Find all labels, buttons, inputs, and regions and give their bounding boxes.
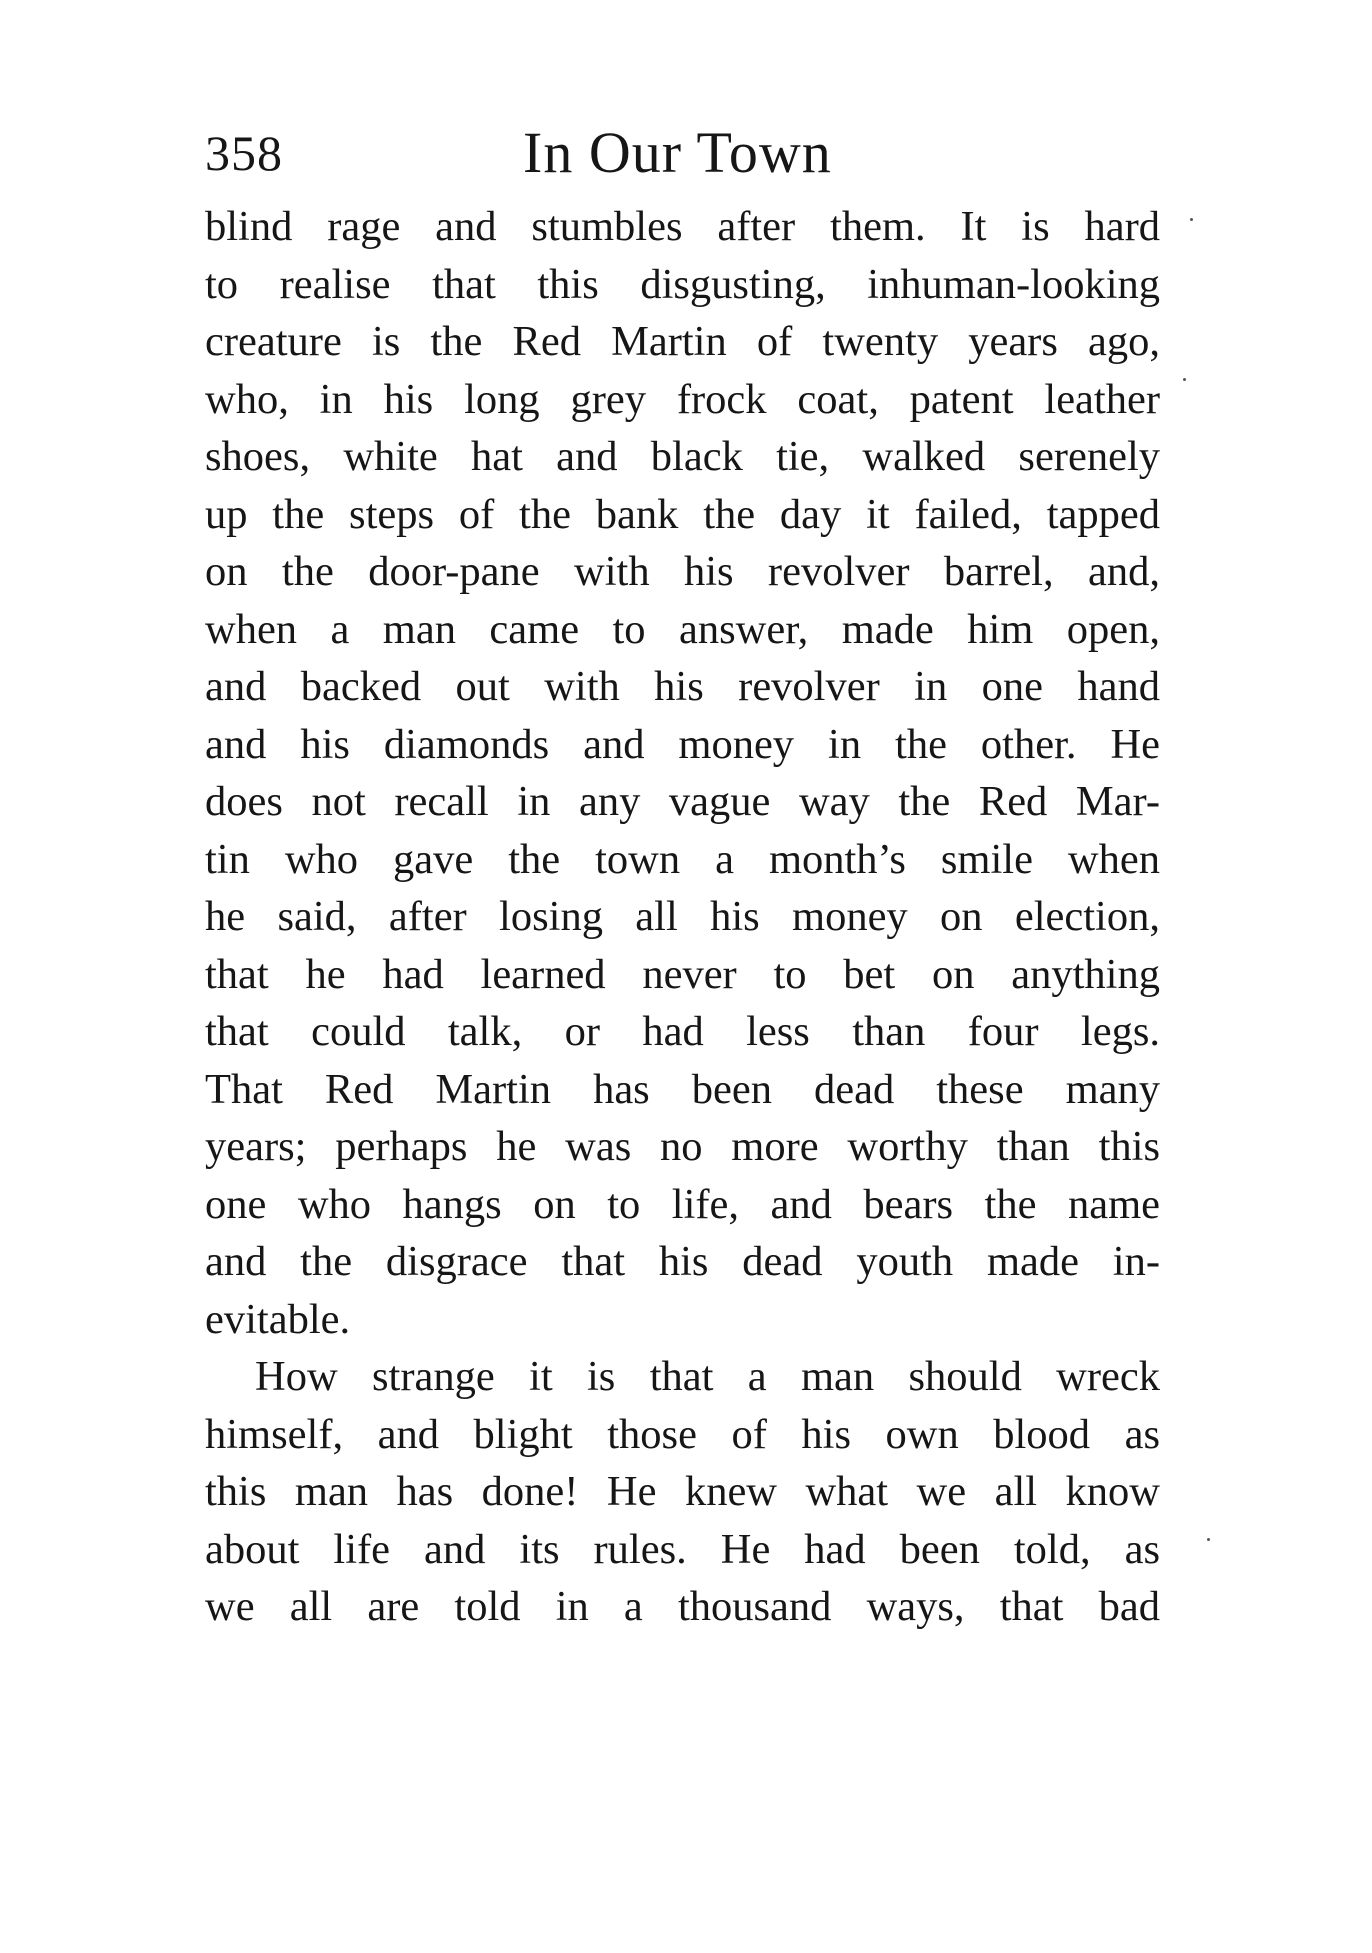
paragraph-2 (205, 1348, 1160, 1636)
text-line: years; perhaps he was no more worthy than this (205, 1123, 1160, 1170)
text-line: to realise that this disgusting, inhuman-looking (205, 260, 1160, 308)
scan-speck (1183, 378, 1186, 381)
text-line: one who hangs on to life, and bears the name (205, 1180, 1160, 1228)
text-line: that could talk, or had less than four legs. (205, 1008, 1160, 1055)
text-line: shoes, white hat and black tie, walked serenely (205, 433, 1160, 480)
text-line: That Red Martin has been dead these many (205, 1065, 1160, 1113)
text-line: on the door-pane with his revolver barrel, and, (205, 548, 1160, 595)
text-line: when a man came to answer, made him open, (205, 605, 1160, 653)
text-line: How strange it is that a man should wreck (255, 1353, 1160, 1400)
running-title: In Our Town (523, 120, 832, 185)
running-head (205, 118, 1165, 188)
text-line: does not recall in any vague way the Red Mar- (205, 778, 1160, 825)
scan-speck (1190, 218, 1193, 221)
text-line: creature is the Red Martin of twenty years ago, (205, 318, 1160, 365)
paragraph-1 (205, 198, 1160, 1348)
page-number: 358 (205, 125, 283, 181)
text-line: blind rage and stumbles after them. It is hard (205, 203, 1160, 250)
text-line: about life and its rules. He had been told, as (205, 1525, 1160, 1573)
body-text (205, 198, 1160, 1636)
text-line: and the disgrace that his dead youth made in- (205, 1238, 1160, 1285)
text-line: this man has done! He knew what we all know (205, 1468, 1160, 1515)
scan-speck (1207, 1538, 1210, 1541)
text-line: up the steps of the bank the day it failed, tapped (205, 490, 1160, 538)
text-line: and backed out with his revolver in one hand (205, 663, 1160, 710)
text-line: evitable. (205, 1295, 351, 1343)
text-line: that he had learned never to bet on anything (205, 950, 1160, 998)
text-line: himself, and blight those of his own blood as (205, 1410, 1160, 1458)
text-line: and his diamonds and money in the other. He (205, 720, 1160, 768)
text-line: he said, after losing all his money on election, (205, 893, 1160, 940)
text-line: we all are told in a thousand ways, that bad (205, 1583, 1160, 1630)
text-line: tin who gave the town a month’s smile when (205, 835, 1160, 883)
text-line: who, in his long grey frock coat, patent leather (205, 375, 1160, 423)
